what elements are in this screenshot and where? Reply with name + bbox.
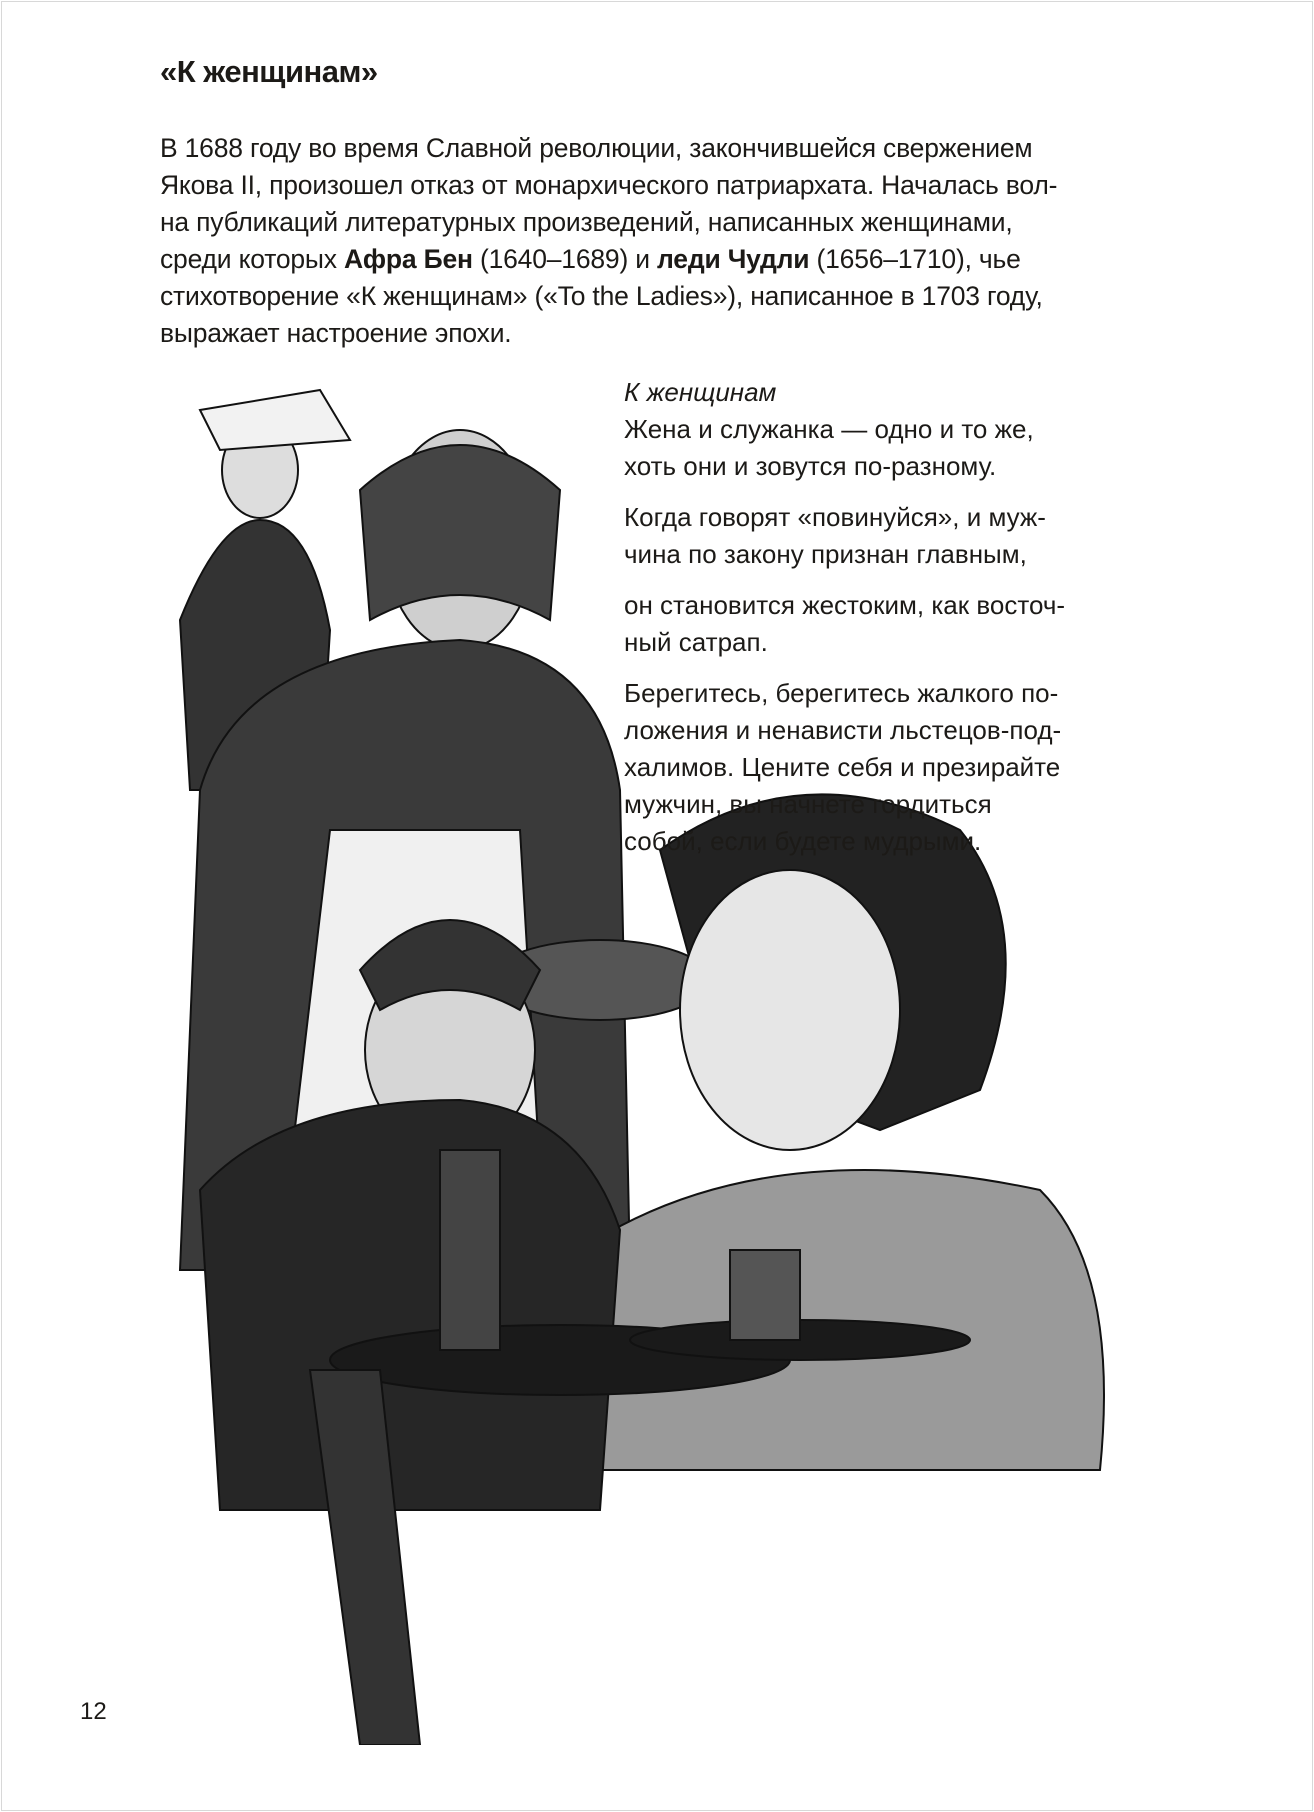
poem-line: чина по закону признан главным, bbox=[624, 539, 1027, 569]
poem-stanza bbox=[624, 499, 1144, 573]
text: (1640–1689) и bbox=[472, 244, 657, 274]
poem-line: мужчин, вы начнете гордиться bbox=[624, 789, 992, 819]
poem-line: собой, если будете мудрыми. bbox=[624, 826, 982, 856]
author-name-behn: Афра Бен bbox=[344, 244, 473, 274]
text-line: на публикаций литературных произведений, написанных женщинами, bbox=[160, 207, 1013, 237]
poem-stanza bbox=[624, 411, 1144, 485]
poem-line: он становится жестоким, как восточ- bbox=[624, 590, 1066, 620]
section-title: «К женщинам» bbox=[160, 54, 378, 89]
poem-line: халимов. Цените себя и презирайте bbox=[624, 752, 1061, 782]
intro-paragraph bbox=[160, 130, 1150, 352]
poem-title: К женщинам bbox=[624, 377, 777, 407]
text: среди которых bbox=[160, 244, 344, 274]
poem-line: ный сатрап. bbox=[624, 627, 768, 657]
poem-line: Берегитесь, берегитесь жалкого по- bbox=[624, 678, 1059, 708]
text: (1656–1710), чье bbox=[809, 244, 1021, 274]
poem-stanza bbox=[624, 587, 1144, 661]
text-line bbox=[160, 241, 1150, 278]
text-line: выражает настроение эпохи. bbox=[160, 318, 512, 348]
text-line: стихотворение «К женщинам» («To the Ladies»), написанное в 1703 году, bbox=[160, 281, 1043, 311]
poem bbox=[624, 374, 1144, 860]
poem-line: ложения и ненависти льстецов-под- bbox=[624, 715, 1062, 745]
poem-stanza bbox=[624, 675, 1144, 860]
poem-line: хоть они и зовутся по-разному. bbox=[624, 451, 997, 481]
page-number: 12 bbox=[80, 1698, 107, 1725]
author-name-chudleigh: леди Чудли bbox=[657, 244, 810, 274]
text-line: Якова II, произошел отказ от монархического патриархата. Началась вол- bbox=[160, 170, 1058, 200]
text-line: В 1688 году во время Славной революции, закончившейся свержением bbox=[160, 133, 1033, 163]
poem-line: Когда говорят «повинуйся», и муж- bbox=[624, 502, 1046, 532]
poem-line: Жена и служанка — одно и то же, bbox=[624, 414, 1034, 444]
